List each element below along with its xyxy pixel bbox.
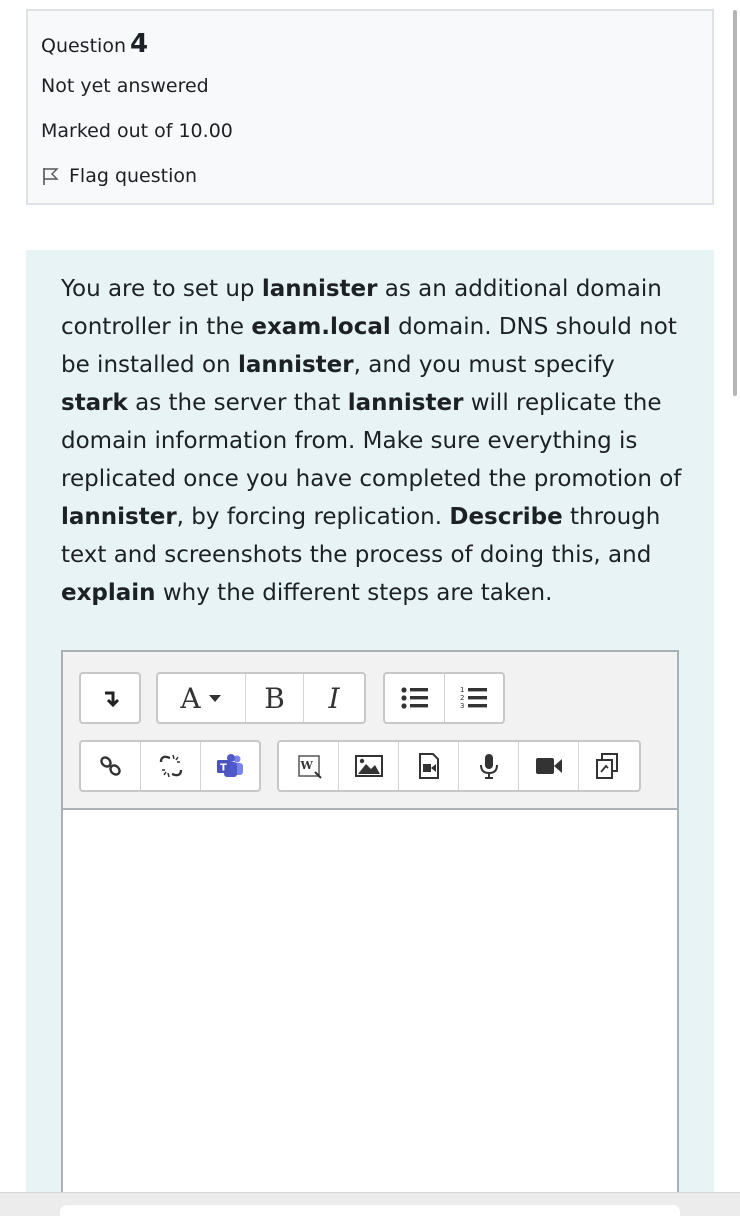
unordered-list-button[interactable] <box>385 674 445 722</box>
flag-question-link[interactable] <box>41 165 197 187</box>
bold-label: B <box>264 681 285 715</box>
svg-text:2: 2 <box>460 694 465 702</box>
question-label: Question <box>41 35 126 57</box>
flag-question-label: Flag question <box>69 165 198 187</box>
svg-text:3: 3 <box>460 702 465 710</box>
flag-icon <box>41 166 61 186</box>
toolbar-group-style <box>156 672 366 724</box>
manage-files-button[interactable] <box>579 742 637 790</box>
show-more-icon <box>100 687 120 709</box>
question-info-panel <box>26 9 714 205</box>
teams-meeting-icon <box>215 753 245 779</box>
question-text-bold: lannister <box>347 390 464 416</box>
toolbar-group-links <box>79 740 261 792</box>
question-text-segment: will replicate the domain information from. Make sure everything is replicated once you have completed the promotion of <box>61 390 682 492</box>
editor-toolbar <box>63 652 677 810</box>
manage-files-icon <box>593 751 623 781</box>
bottom-sheet-handle <box>60 1205 680 1216</box>
word-import-button[interactable] <box>279 742 339 790</box>
unlink-icon <box>157 752 185 780</box>
answer-editor <box>61 650 679 1216</box>
question-text-segment: , and you must specify <box>353 352 615 378</box>
link-icon <box>98 753 124 779</box>
question-grade: Marked out of 10.00 <box>41 120 233 142</box>
font-label: A <box>180 681 201 715</box>
italic-button[interactable] <box>304 674 364 722</box>
question-number <box>41 29 148 59</box>
question-text-segment: as an additional domain controller in the <box>61 276 662 340</box>
answer-text-area[interactable] <box>63 810 677 1216</box>
question-text-bold: Describe <box>449 504 563 530</box>
unordered-list-icon <box>400 685 430 711</box>
svg-text:W: W <box>300 759 313 772</box>
question-text-segment: through text and screenshots the process of doing this, and <box>61 504 661 568</box>
media-icon <box>416 752 442 780</box>
page-scrollbar[interactable] <box>733 10 737 396</box>
unlink-button[interactable] <box>141 742 201 790</box>
toolbar-group-media <box>277 740 641 792</box>
image-button[interactable] <box>339 742 399 790</box>
record-video-button[interactable] <box>519 742 579 790</box>
link-button[interactable] <box>81 742 141 790</box>
teams-meeting-button[interactable] <box>201 742 259 790</box>
image-icon <box>354 754 384 778</box>
question-number-value: 4 <box>129 29 149 59</box>
font-color-button[interactable] <box>158 674 246 722</box>
question-text-segment: as the server that <box>127 390 348 416</box>
question-text-bold: exam.local <box>251 314 391 340</box>
question-text-segment: You are to set up <box>61 276 262 302</box>
ordered-list-button[interactable] <box>445 674 503 722</box>
question-text-bold: lannister <box>61 504 177 530</box>
media-button[interactable] <box>399 742 459 790</box>
toolbar-group-lists <box>383 672 505 724</box>
bold-button[interactable] <box>246 674 304 722</box>
record-audio-button[interactable] <box>459 742 519 790</box>
italic-label: I <box>328 681 340 715</box>
question-text-bold: lannister <box>261 276 378 302</box>
svg-text:T: T <box>220 762 227 774</box>
question-content <box>26 250 714 1216</box>
question-text-segment: , by forcing replication. <box>176 504 450 530</box>
show-more-button[interactable] <box>81 674 139 722</box>
svg-text:1: 1 <box>460 686 465 694</box>
browser-bottom-bar <box>0 1192 740 1216</box>
question-text-bold: lannister <box>237 352 354 378</box>
word-import-icon <box>295 752 323 780</box>
question-text-segment: why the different steps are taken. <box>155 580 553 606</box>
question-state: Not yet answered <box>41 75 209 97</box>
question-text <box>61 270 686 612</box>
question-text-bold: explain <box>61 580 156 606</box>
record-audio-icon <box>478 752 500 780</box>
record-video-icon <box>534 755 564 777</box>
dropdown-caret-icon <box>207 692 223 704</box>
question-text-bold: stark <box>61 390 128 416</box>
ordered-list-icon <box>459 684 489 712</box>
toolbar-group-more <box>79 672 141 724</box>
question-text-segment: domain. DNS should not be installed on <box>61 314 677 378</box>
